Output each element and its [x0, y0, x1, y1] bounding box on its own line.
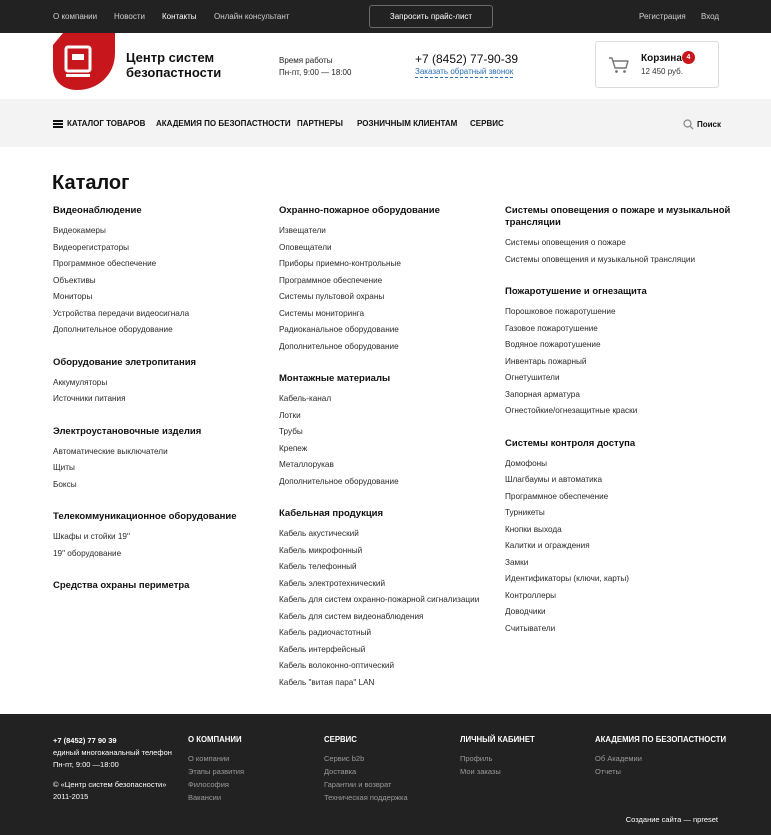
footer-link[interactable]: Гарантии и возврат	[324, 780, 392, 789]
catalog-subcategory-link[interactable]: Системы мониторинга	[279, 308, 365, 318]
catalog-subcategory-link[interactable]: Программное обеспечение	[53, 259, 157, 268]
footer-column-heading[interactable]: О КОМПАНИИ	[188, 735, 242, 744]
catalog-category-heading[interactable]: Монтажные материалы	[279, 373, 391, 384]
catalog-subcategory-link[interactable]: Мониторы	[53, 292, 93, 301]
footer-column-heading[interactable]: СЕРВИС	[324, 735, 357, 744]
hours-value: Пн-пт, 9:00 — 18:00	[279, 68, 352, 77]
catalog-subcategory-link[interactable]: Дополнительное оборудование	[53, 325, 173, 334]
nav-retail[interactable]: РОЗНИЧНЫМ КЛИЕНТАМ	[357, 119, 458, 128]
footer-link[interactable]: Вакансии	[188, 793, 222, 802]
catalog-subcategory-link[interactable]: 19" оборудование	[53, 548, 122, 558]
footer-years: 2011-2015	[53, 792, 89, 801]
catalog-subcategory-link[interactable]: Дополнительное оборудование	[279, 341, 399, 351]
catalog-subcategory-link[interactable]: Кабель интерфейсный	[279, 644, 366, 654]
nav-partners[interactable]: ПАРТНЕРЫ	[297, 119, 343, 128]
nav-service[interactable]: СЕРВИС	[470, 119, 504, 128]
catalog-category-heading[interactable]: Телекоммуникационное оборудование	[53, 511, 237, 522]
register-link[interactable]: Регистрация	[639, 12, 686, 21]
catalog-subcategory-link[interactable]: Шкафы и стойки 19"	[53, 532, 130, 541]
main-nav	[0, 99, 771, 147]
catalog-column-2	[279, 205, 499, 691]
catalog-subcategory-link[interactable]: Турникеты	[505, 508, 545, 517]
catalog-subcategory-link[interactable]: Кабель волоконно-оптический	[279, 661, 395, 670]
logo-text[interactable]	[126, 50, 256, 80]
footer-link[interactable]: Этапы развития	[188, 767, 245, 776]
hours-title: Время работы	[279, 56, 333, 65]
catalog-subcategory-link[interactable]: Кабель для систем охранно-пожарной сигнализации	[279, 595, 480, 604]
login-link[interactable]: Вход	[701, 12, 720, 21]
catalog-subcategory-link[interactable]: Считыватели	[505, 623, 556, 633]
footer-phone[interactable]: +7 (8452) 77 90 39	[53, 736, 117, 745]
catalog-subcategory-link[interactable]: Кабель микрофонный	[279, 545, 363, 555]
catalog-subcategory-link[interactable]: Запорная арматура	[505, 389, 580, 399]
footer-credit[interactable]: Создание сайта — npreset	[625, 815, 718, 824]
catalog-subcategory-list	[505, 235, 735, 268]
catalog-subcategory-link[interactable]: Кнопки выхода	[505, 524, 562, 534]
catalog-subcategory-link[interactable]: Объективы	[53, 275, 96, 285]
footer-phone-note: единый многоканальный телефон	[53, 748, 172, 757]
catalog-category-heading[interactable]: Кабельная продукция	[279, 508, 384, 519]
catalog-subcategory-list	[279, 391, 499, 490]
catalog-subcategory-link[interactable]: Приборы приемно-контрольные	[279, 259, 401, 268]
catalog-subcategory-link[interactable]: Оповещатели	[279, 242, 332, 252]
footer-column-heading[interactable]: ЛИЧНЫЙ КАБИНЕТ	[460, 735, 535, 744]
catalog-subcategory-list	[53, 375, 273, 408]
catalog-column-1	[53, 205, 273, 598]
catalog-subcategory-link[interactable]: Кабель-канал	[279, 394, 332, 403]
catalog-subcategory-link[interactable]: Замки	[505, 557, 529, 567]
cart-title: Корзина	[641, 53, 682, 64]
topbar-link-consultant[interactable]: Онлайн консультант	[214, 12, 290, 21]
topbar-link-about[interactable]: О компании	[53, 12, 98, 21]
search-icon[interactable]	[683, 119, 694, 130]
catalog-subcategory-link[interactable]: Системы оповещения о пожаре	[505, 238, 626, 247]
top-bar	[0, 0, 771, 33]
footer-column-service	[324, 735, 408, 804]
catalog-subcategory-link[interactable]: Программное обеспечение	[279, 275, 383, 285]
footer-column-about	[188, 735, 244, 804]
footer-contacts	[53, 735, 172, 803]
catalog-subcategory-link[interactable]: Кабель акустический	[279, 529, 359, 538]
cart-icon	[608, 56, 630, 74]
catalog-subcategory-link[interactable]: Видеокамеры	[53, 226, 106, 235]
search-label[interactable]: Поиск	[697, 120, 722, 129]
header-phone[interactable]: +7 (8452) 77-90-39	[415, 52, 519, 66]
cart-count-badge: 4	[682, 51, 695, 64]
catalog-subcategory-link[interactable]: Программное обеспечение	[505, 491, 609, 501]
footer-link[interactable]: Профиль	[460, 754, 493, 763]
catalog-subcategory-link[interactable]: Извещатели	[279, 226, 326, 235]
catalog-subcategory-link[interactable]: Идентификаторы (ключи, карты)	[505, 574, 630, 583]
footer-column-account	[460, 735, 535, 778]
catalog-category-heading[interactable]: Охранно-пожарное оборудование	[279, 205, 440, 216]
catalog-subcategory-link[interactable]: Системы оповещения и музыкальной трансляции	[505, 254, 696, 264]
catalog-subcategory-link[interactable]: Устройства передачи видеосигнала	[53, 308, 190, 318]
catalog-category-heading[interactable]: Оборудование элетропитания	[53, 356, 197, 368]
catalog-subcategory-link[interactable]: Инвентарь пожарный	[505, 356, 587, 366]
footer-link[interactable]: Мои заказы	[460, 767, 501, 776]
footer-link-list	[188, 752, 244, 804]
footer-column-academy	[595, 735, 726, 778]
catalog-category-heading[interactable]: Электроустановочные изделия	[53, 425, 202, 437]
catalog-subcategory-link[interactable]: Дополнительное оборудование	[279, 476, 399, 486]
catalog-subcategory-link[interactable]: Калитки и ограждения	[505, 541, 590, 550]
cart-widget[interactable]	[595, 41, 719, 88]
catalog-subcategory-link[interactable]: Аккумуляторы	[53, 377, 108, 387]
catalog-subcategory-link[interactable]: Источники питания	[53, 394, 126, 403]
footer-link[interactable]: Доставка	[324, 767, 357, 776]
catalog-subcategory-link[interactable]: Водяное пожаротушение	[505, 340, 601, 349]
catalog-subcategory-link[interactable]: Доводчики	[505, 607, 546, 616]
catalog-subcategory-link[interactable]: Системы пультовой охраны	[279, 292, 385, 301]
footer-copyright: © «Центр систем безопасности»	[53, 780, 167, 789]
cart-sum: 12 450 руб.	[641, 67, 683, 76]
catalog-category-heading[interactable]: Видеонаблюдение	[53, 205, 142, 216]
footer-link[interactable]: Об Академии	[595, 754, 642, 763]
callback-link[interactable]: Заказать обратный звонок	[415, 67, 514, 76]
catalog-subcategory-link[interactable]: Боксы	[53, 479, 77, 489]
logo-line-2: безопастности	[126, 65, 222, 80]
footer-link[interactable]: Отчеты	[595, 767, 621, 776]
catalog-subcategory-link[interactable]: Кабель телефонный	[279, 562, 357, 571]
footer-hours: Пн-пт, 9:00 —18:00	[53, 760, 119, 769]
catalog-subcategory-link[interactable]: Радиоканальное оборудование	[279, 325, 399, 334]
footer-link-list	[595, 752, 726, 778]
catalog-subcategory-list	[53, 223, 273, 339]
footer-link[interactable]: Техническая поддержка	[324, 793, 408, 802]
catalog-category-heading[interactable]: Системы оповещения о пожаре и музыкальной трансляции	[505, 205, 731, 228]
catalog-subcategory-link[interactable]: Металлорукав	[279, 460, 334, 469]
catalog-subcategory-link[interactable]: Огнетушители	[505, 373, 560, 382]
footer-link[interactable]: О компании	[188, 754, 230, 763]
catalog-subcategory-list	[279, 526, 499, 691]
footer-link[interactable]: Философия	[188, 780, 229, 789]
catalog-subcategory-link[interactable]: Лотки	[279, 410, 301, 420]
footer-link-list	[324, 752, 408, 804]
logo-line-1: Центр систем	[126, 50, 215, 65]
footer-column-heading[interactable]: АКАДЕМИЯ ПО БЕЗОПАСТНОСТИ	[595, 735, 727, 744]
page-title: Каталог	[52, 172, 130, 194]
catalog-subcategory-list	[279, 223, 499, 355]
catalog-subcategory-list	[53, 529, 273, 562]
catalog-subcategory-link[interactable]: Щиты	[53, 463, 75, 472]
catalog-subcategory-link[interactable]: Порошковое пожаротушение	[505, 307, 616, 316]
catalog-category-heading[interactable]: Средства охраны периметра	[53, 580, 190, 591]
topbar-link-contacts[interactable]: Контакты	[162, 12, 197, 21]
menu-icon[interactable]	[53, 120, 63, 128]
catalog-subcategory-link[interactable]: Автоматические выключатели	[53, 446, 168, 456]
working-hours	[279, 55, 351, 79]
catalog-subcategory-link[interactable]: Видеорегистраторы	[53, 242, 130, 252]
catalog-subcategory-list	[505, 304, 735, 420]
footer-link[interactable]: Сервис b2b	[324, 754, 365, 763]
catalog-category-heading[interactable]: Пожаротушение и огнезащита	[505, 286, 647, 297]
logo-icon[interactable]	[53, 33, 115, 90]
catalog-category-heading[interactable]: Системы контроля доступа	[505, 437, 636, 449]
catalog-subcategory-link[interactable]: Шлагбаумы и автоматика	[505, 475, 602, 484]
catalog-subcategory-link[interactable]: Крепеж	[279, 443, 308, 453]
nav-catalog[interactable]: КАТАЛОГ ТОВАРОВ	[67, 119, 146, 128]
catalog-subcategory-link[interactable]: Кабель для систем видеонаблюдения	[279, 611, 424, 621]
catalog-subcategory-list	[505, 456, 735, 638]
catalog-column-3	[505, 205, 735, 637]
catalog-subcategory-link[interactable]: Контроллеры	[505, 590, 557, 600]
catalog-subcategory-list	[53, 444, 273, 494]
footer	[0, 714, 771, 835]
catalog-subcategory-link[interactable]: Трубы	[279, 427, 303, 436]
catalog-subcategory-link[interactable]: Домофоны	[505, 458, 548, 468]
catalog-subcategory-link[interactable]: Огнестойкие/огнезащитные краски	[505, 406, 638, 415]
catalog-subcategory-link[interactable]: Кабель "витая пара" LAN	[279, 677, 375, 687]
footer-link-list	[460, 752, 535, 778]
topbar-link-news[interactable]: Новости	[114, 12, 145, 21]
request-price-button[interactable]: Запросить прайс-лист	[369, 5, 493, 28]
catalog-subcategory-link[interactable]: Кабель радиочастотный	[279, 628, 372, 637]
catalog-subcategory-link[interactable]: Газовое пожаротушение	[505, 323, 598, 333]
catalog-subcategory-link[interactable]: Кабель электротехнический	[279, 578, 386, 588]
nav-academy[interactable]: АКАДЕМИЯ ПО БЕЗОПАСТНОСТИ	[156, 119, 291, 128]
